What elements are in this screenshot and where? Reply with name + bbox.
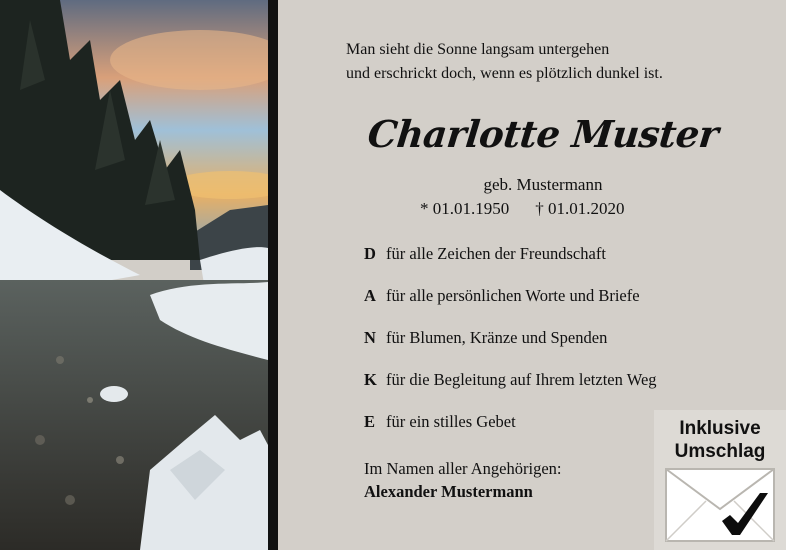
life-dates [420, 199, 625, 219]
winter-river-photo [0, 0, 268, 550]
signer-name: Alexander Mustermann [364, 482, 533, 501]
thanks-text: für ein stilles Gebet [386, 412, 516, 431]
birth-name: geb. Mustermann [483, 175, 603, 194]
thanks-letter: D [364, 244, 376, 263]
birth-date: * 01.01.1950 [420, 199, 510, 218]
thanks-letter: A [364, 286, 376, 305]
deceased-name: Charlotte Muster [365, 112, 721, 156]
closing [364, 457, 561, 503]
badge-line: Umschlag [674, 441, 766, 462]
closing-intro: Im Namen aller Angehörigen: [364, 459, 562, 478]
badge-label [654, 417, 786, 463]
thanks-text: für Blumen, Kränze und Spenden [386, 328, 608, 347]
quote-line: Man sieht die Sonne langsam untergehen [346, 41, 610, 58]
death-date: † 01.01.2020 [535, 199, 625, 218]
thanks-line [364, 328, 657, 370]
photo-divider [268, 0, 278, 550]
thanks-line [364, 370, 657, 412]
envelope-included-badge [654, 410, 786, 550]
badge-line: Inklusive [679, 418, 761, 439]
thanks-text: für die Begleitung auf Ihrem letzten Weg [386, 370, 657, 389]
thanks-line [364, 244, 657, 286]
thanks-letter: E [364, 412, 376, 431]
thanks-line [364, 412, 657, 454]
thanks-text: für alle Zeichen der Freundschaft [386, 244, 606, 263]
quote-line: und erschrickt doch, wenn es plötzlich dunkel ist. [346, 65, 663, 82]
thanks-line [364, 286, 657, 328]
quote [346, 38, 663, 86]
thanks-list [364, 244, 657, 454]
envelope-check-icon [664, 467, 776, 543]
thanks-letter: N [364, 328, 376, 347]
thanks-text: für alle persönlichen Worte und Briefe [386, 286, 640, 305]
thanks-letter: K [364, 370, 377, 389]
